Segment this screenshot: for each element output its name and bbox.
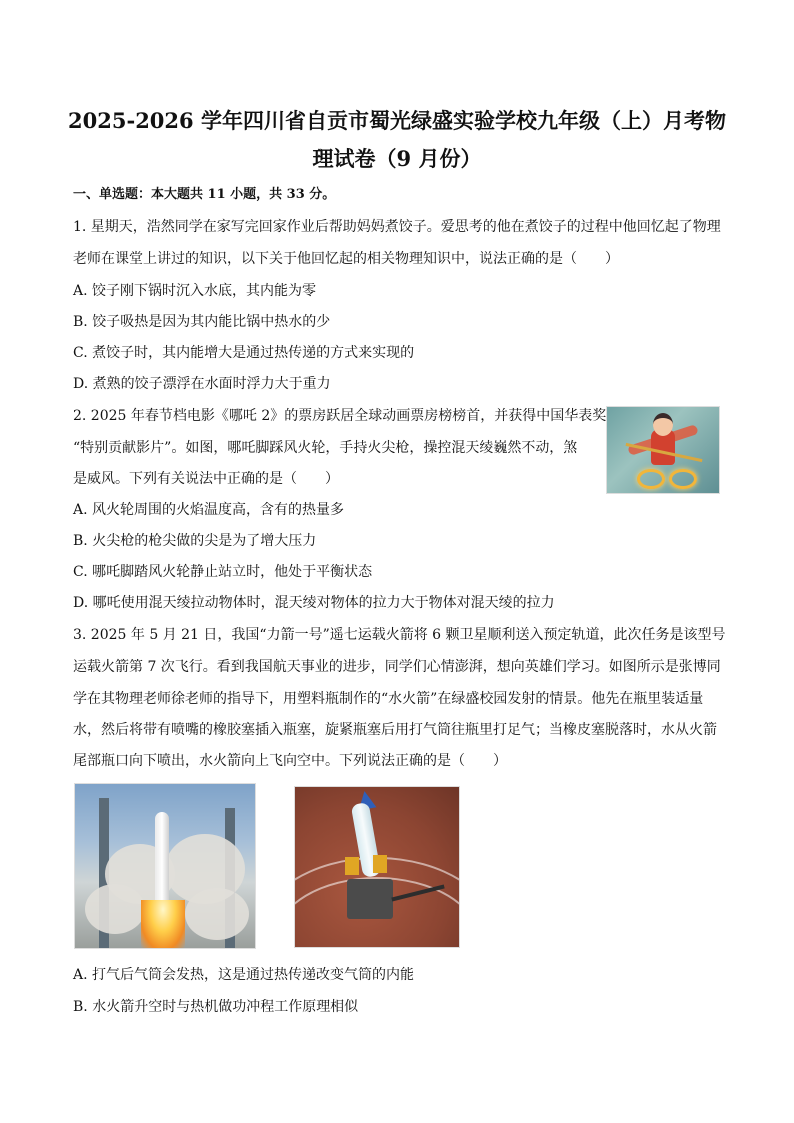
q3-stem-line2: 运载火箭第 7 次飞行。看到我国航天事业的进步，同学们心情澎湃，想向英雄们学习。如图所示是张博同 bbox=[73, 659, 721, 675]
rocket-fin bbox=[345, 857, 359, 875]
q3-option-b: B. 水火箭升空时与热机做功冲程工作原理相似 bbox=[73, 999, 359, 1015]
smoke-cloud bbox=[85, 884, 145, 934]
q2-stem-line3: 是威风。下列有关说法中正确的是（ ） bbox=[73, 471, 339, 487]
q2-stem-line2: “特别贡献影片”。如图，哪吒脚踩风火轮，手持火尖枪，操控混天绫巍然不动，煞 bbox=[73, 440, 578, 456]
fire-wheel-right bbox=[669, 469, 697, 489]
exam-title-line2: 理试卷（9 月份） bbox=[312, 146, 482, 171]
rocket-fin bbox=[373, 855, 387, 873]
smoke-cloud bbox=[185, 888, 249, 940]
q1-option-d: D. 煮熟的饺子漂浮在水面时浮力大于重力 bbox=[73, 376, 331, 392]
q3-stem-line1: 3. 2025 年 5 月 21 日，我国“力箭一号”遥七运载火箭将 6 颗卫星顺利送入预定轨道，此次任务是该型号 bbox=[73, 627, 726, 643]
q2-option-c: C. 哪吒脚踏风火轮静止站立时，他处于平衡状态 bbox=[73, 564, 373, 580]
q2-option-a: A. 风火轮周围的火焰温度高，含有的热量多 bbox=[73, 502, 345, 518]
q1-option-c: C. 煮饺子时，其内能增大是通过热传递的方式来实现的 bbox=[73, 345, 415, 361]
q1-stem-line1: 1. 星期天，浩然同学在家写完回家作业后帮助妈妈煮饺子。爱思考的他在煮饺子的过程中他回忆起了物理 bbox=[73, 219, 721, 235]
q1-option-a: A. 饺子刚下锅时沉入水底，其内能为零 bbox=[73, 283, 317, 299]
q2-option-d: D. 哪吒使用混天绫拉动物体时，混天绫对物体的拉力大于物体对混天绫的拉力 bbox=[73, 595, 555, 611]
q3-stem-line3: 学在其物理老师徐老师的指导下，用塑料瓶制作的“水火箭”在绿盛校园发射的情景。他先在瓶里装适量 bbox=[73, 691, 704, 707]
q1-option-b: B. 饺子吸热是因为其内能比锅中热水的少 bbox=[73, 314, 331, 330]
q3-option-a: A. 打气后气筒会发热，这是通过热传递改变气筒的内能 bbox=[73, 967, 415, 983]
q2-option-b: B. 火尖枪的枪尖做的尖是为了增大压力 bbox=[73, 533, 317, 549]
launcher-base bbox=[347, 879, 393, 919]
fire-wheel-left bbox=[637, 469, 665, 489]
rocket-flame bbox=[141, 900, 185, 948]
rocket-launch-photo bbox=[74, 783, 256, 949]
rocket-body-shape bbox=[155, 812, 169, 904]
water-rocket-photo bbox=[294, 786, 460, 948]
section-heading: 一、单选题：本大题共 11 小题，共 33 分。 bbox=[73, 187, 336, 202]
q3-stem-line5: 尾部瓶口向下喷出，水火箭向上飞向空中。下列说法正确的是（ ） bbox=[73, 753, 507, 769]
nezha-head-shape bbox=[653, 413, 673, 436]
q1-stem-line2: 老师在课堂上讲过的知识，以下关于他回忆起的相关物理知识中，说法正确的是（ ） bbox=[73, 251, 619, 267]
nezha-illustration bbox=[606, 406, 720, 494]
q2-stem-line1: 2. 2025 年春节档电影《哪吒 2》的票房跃居全球动画票房榜榜首，并获得中国华表奖 bbox=[73, 408, 607, 424]
exam-title-line1: 2025-2026 学年四川省自贡市蜀光绿盛实验学校九年级（上）月考物 bbox=[68, 108, 726, 133]
q3-stem-line4: 水，然后将带有喷嘴的橡胶塞插入瓶塞，旋紧瓶塞后用打气筒往瓶里打足气；当橡皮塞脱落时，水从火箭 bbox=[73, 722, 717, 738]
